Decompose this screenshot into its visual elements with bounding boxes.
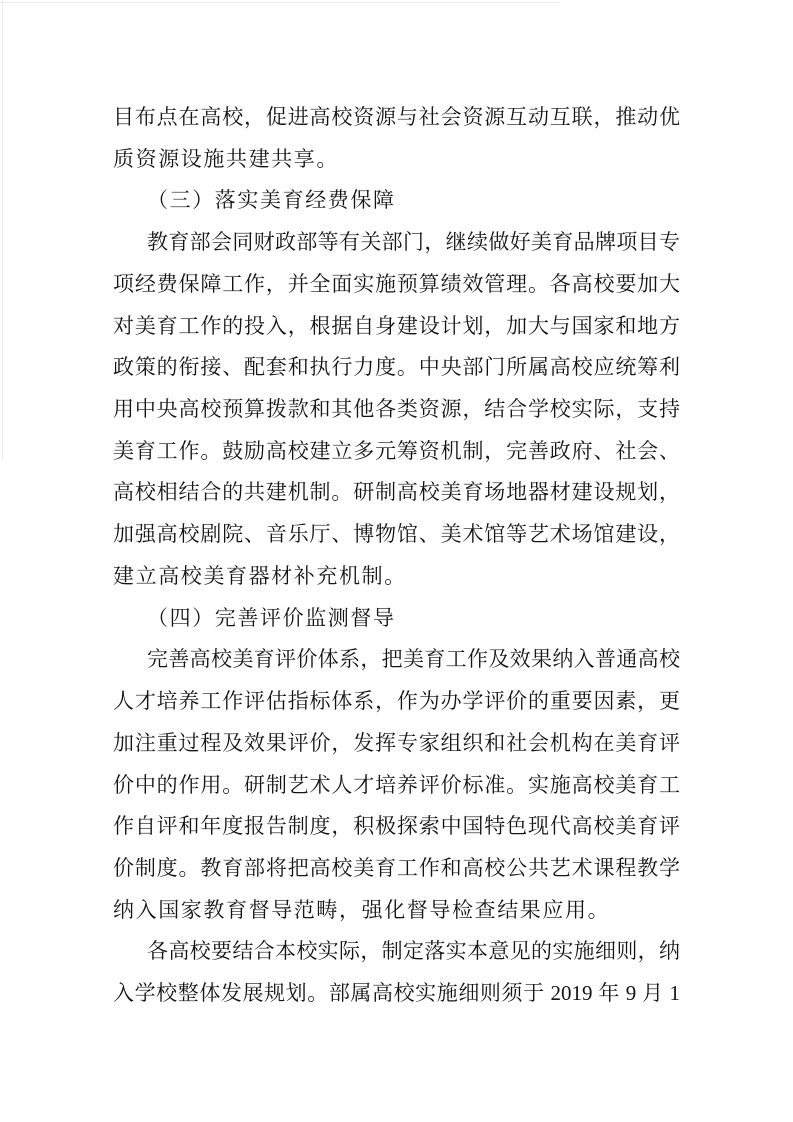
text-line: 价中的作用。研制艺术人才培养评价标准。实施高校美育工 (113, 772, 680, 797)
text-line: 政策的衔接、配套和执行力度。中央部门所属高校应统筹利 (113, 355, 680, 380)
text-line: 人才培养工作评估指标体系，作为办学评价的重要因素，更 (113, 689, 680, 714)
text-line: 建立高校美育器材补充机制。 (113, 563, 407, 588)
text-line: 质资源设施共建共享。 (113, 146, 339, 171)
text-line: 对美育工作的投入，根据自身建设计划，加大与国家和地方 (113, 313, 680, 338)
text-line: 项经费保障工作，并全面实施预算绩效管理。各高校要加大 (113, 271, 680, 296)
text-line: 教育部会同财政部等有关部门，继续做好美育品牌项目专 (147, 230, 680, 255)
section-heading: （三）落实美育经费保障 (147, 188, 396, 213)
text-line: 入学校整体发展规划。部属高校实施细则须于 2019 年 9 月 1 (113, 981, 680, 1006)
text-line: 目布点在高校，促进高校资源与社会资源互动互联，推动优 (113, 105, 680, 129)
text-line: 各高校要结合本校实际，制定落实本意见的实施细则，纳 (147, 939, 680, 964)
text-line: 纳入国家教育督导范畴，强化督导检查结果应用。 (113, 897, 611, 922)
section-heading: （四）完善评价监测督导 (147, 605, 396, 630)
text-line: 美育工作。鼓励高校建立多元筹资机制，完善政府、社会、 (113, 438, 680, 463)
text-line: 加注重过程及效果评价，发挥专家组织和社会机构在美育评 (113, 730, 680, 755)
text-line: 高校相结合的共建机制。研制高校美育场地器材建设规划， (113, 480, 680, 505)
document-text-block (113, 97, 680, 1015)
text-line: 作自评和年度报告制度，积极探索中国特色现代高校美育评 (113, 814, 680, 839)
scan-edge-left-line (2, 0, 3, 460)
text-line: 完善高校美育评价体系，把美育工作及效果纳入普通高校 (147, 647, 680, 672)
scan-edge-top-line (0, 2, 560, 3)
text-line: 加强高校剧院、音乐厅、博物馆、美术馆等艺术场馆建设， (113, 522, 680, 547)
text-line: 用中央高校预算拨款和其他各类资源，结合学校实际，支持 (113, 397, 680, 422)
text-line: 价制度。教育部将把高校美育工作和高校公共艺术课程教学 (113, 855, 680, 880)
